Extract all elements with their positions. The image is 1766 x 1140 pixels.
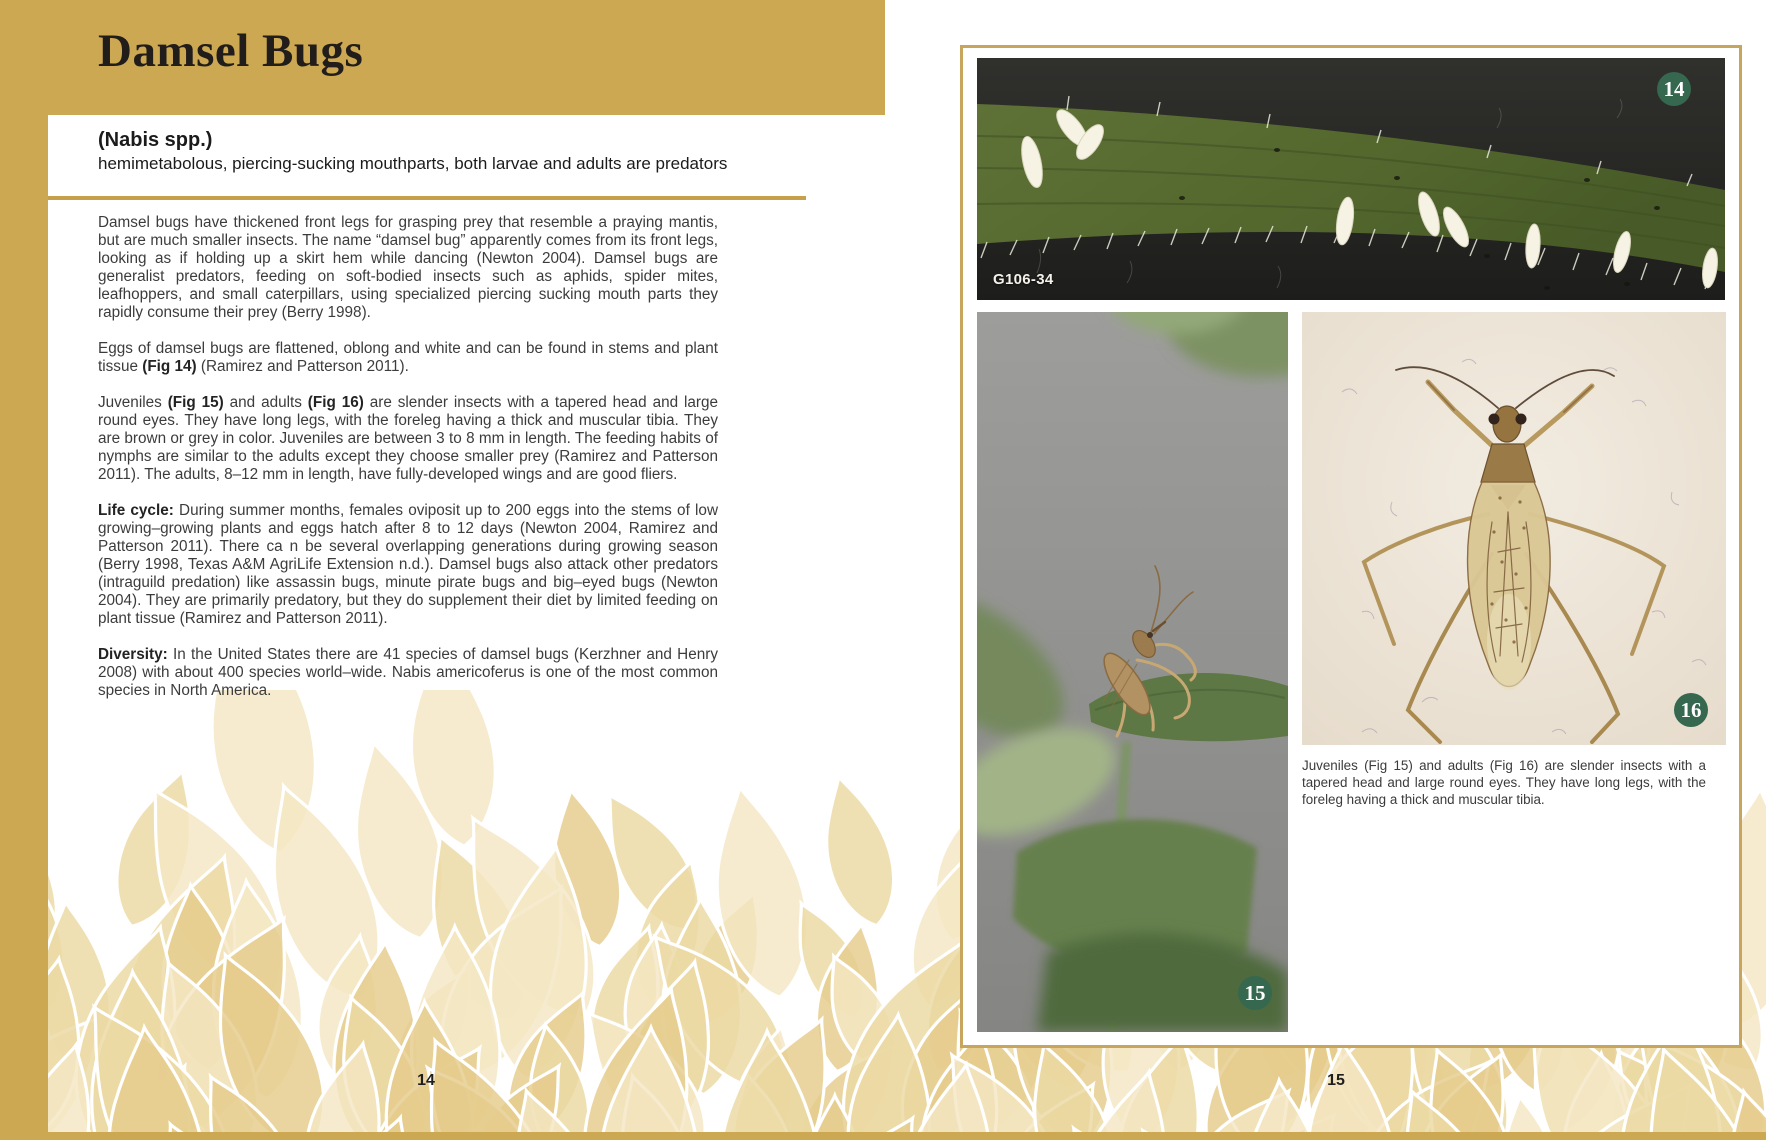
figure-16-photo [1302,312,1726,745]
adult-damsel-bug-illustration [1302,312,1726,745]
photo-id-label: G106-34 [993,271,1054,288]
figure-15-badge: 15 [1238,976,1272,1010]
page-number-right: 15 [1327,1072,1345,1089]
eggs-on-leaf-illustration [977,58,1725,300]
paragraph-juveniles: Juveniles (Fig 15) and adults (Fig 16) are slender insects with a tapered head and large round eyes. They have long legs, with the foreleg having a thick and muscular tibia. They are brown or grey in color. Juveniles are between 3 to 8 mm in length. The feeding habits of nymphs are similar to the adults except they choose smaller prey (Ramirez and Patterson 2011). The adults, 8–12 mm in length, have fully-developed wings and are good fliers. [98,394,719,483]
figure-14-badge: 14 [1657,72,1691,106]
figure-14-photo [977,58,1725,300]
species-header [98,128,727,176]
figure-15-photo [977,312,1288,1032]
paragraph-diversity: Diversity: In the United States there are 41 species of damsel bugs (Kerzhner and Henry 2008) with about 400 species world–wide. Nabis americoferus is one of the most common species in North America. [98,646,718,699]
species-subtitle: hemimetabolous, piercing-sucking mouthparts, both larvae and adults are predators [98,154,728,173]
figure-caption: Juveniles (Fig 15) and adults (Fig 16) are slender insects with a tapered head and large round eyes. They have long legs, with the foreleg having a thick and muscular tibia. [1302,758,1706,807]
paragraph-eggs: Eggs of damsel bugs are flattened, oblong and white and can be found in stems and plant tissue (Fig 14) (Ramirez and Patterson 2011). [98,340,718,375]
page-number-left: 14 [417,1072,435,1089]
left-edge-bar [0,0,48,1140]
juvenile-damsel-bug-illustration [977,312,1288,1032]
paragraph-intro: Damsel bugs have thickened front legs for grasping prey that resemble a praying mantis, but are much smaller insects. The name “damsel bug” apparently comes from its front legs, looking as if holding up a skirt hem while dancing (Newton 2004). Damsel bugs are generalist predators, feeding on soft-bodied insects such as aphids, spider mites, leafhoppers, and small caterpillars, using specialized piercing sucking mouth parts they rapidly consume their prey (Berry 1998). [98,214,718,321]
figure-panel [960,45,1742,1048]
page-title: Damsel Bugs [98,25,364,77]
figure-16-badge: 16 [1674,693,1708,727]
article-body [98,214,718,718]
divider-rule [48,196,806,200]
species-name: (Nabis spp.) [98,129,213,151]
bottom-edge-bar [0,1132,1766,1140]
paragraph-lifecycle: Life cycle: During summer months, females oviposit up to 200 eggs into the stems of low growing–growing plants and eggs hatch after 8 to 12 days (Newton 2004, Ramirez and Patterson 2011). There ca n be several overlapping generations during growing season (Berry 1998, Texas A&M AgriLife Extension n.d.). Damsel bugs also attack other predators (intraguild predation) like assassin bugs, minute pirate bugs and big–eyed bugs (Newton 2004). They are primarily predatory, but they do supplement their diet by limited feeding on plant tissue (Ramirez and Patterson 2011). [98,502,718,627]
